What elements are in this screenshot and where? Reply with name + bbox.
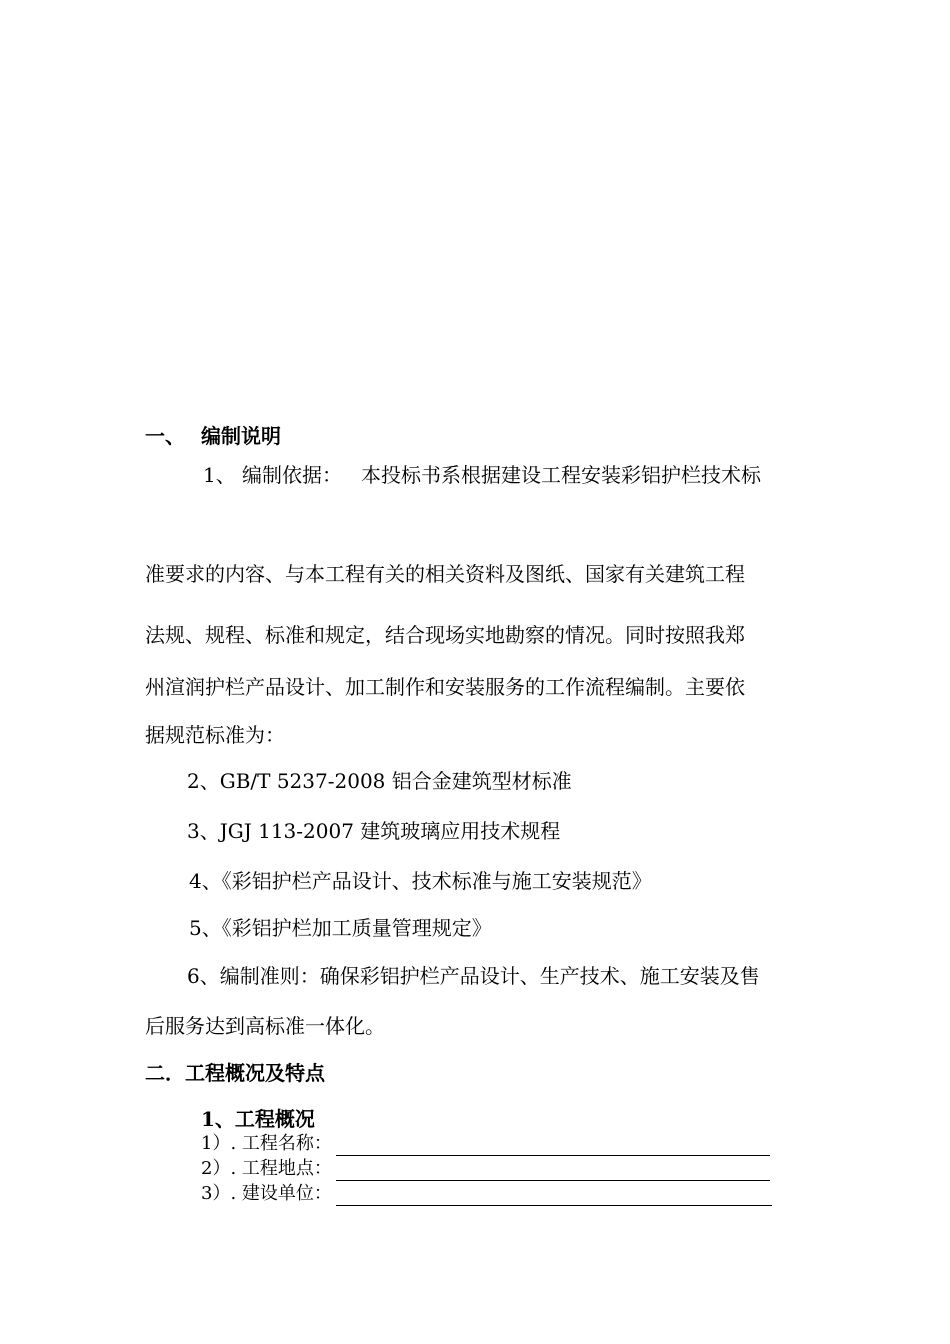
item-5: 5、《彩铝护栏加工质量管理规定》 bbox=[189, 916, 492, 940]
field-project-location bbox=[201, 1157, 770, 1181]
section-2-subsection-1-title: 1、工程概况 bbox=[201, 1107, 315, 1131]
field-construction-unit-label: 3）. 建设单位： bbox=[201, 1183, 332, 1204]
field-project-name-blank[interactable] bbox=[336, 1135, 770, 1156]
item-1-label: 编制依据： bbox=[242, 463, 342, 487]
item-6-line-1: 6、编制准则：确保彩铝护栏产品设计、生产技术、施工安装及售 bbox=[187, 964, 760, 988]
section-2-title: 二．工程概况及特点 bbox=[145, 1061, 325, 1085]
section-1-title: 编制说明 bbox=[201, 424, 281, 448]
item-6-line-2: 后服务达到高标准一体化。 bbox=[145, 1014, 385, 1038]
item-1-text-line-3: 法规、规程、标准和规定，结合现场实地勘察的情况。同时按照我郑 bbox=[145, 623, 745, 647]
item-1-text-line-5: 据规范标准为： bbox=[145, 723, 285, 747]
item-1-prefix: 1、 bbox=[203, 463, 236, 487]
field-project-name bbox=[201, 1132, 770, 1156]
item-1-text-line-2: 准要求的内容、与本工程有关的相关资料及图纸、国家有关建筑工程 bbox=[145, 562, 745, 586]
item-4: 4、《彩铝护栏产品设计、技术标准与施工安装规范》 bbox=[189, 869, 652, 893]
item-3: 3、JGJ 113-2007 建筑玻璃应用技术规程 bbox=[187, 819, 561, 843]
field-construction-unit-blank[interactable] bbox=[336, 1185, 772, 1206]
field-project-location-blank[interactable] bbox=[336, 1160, 770, 1181]
section-1-number: 一、 bbox=[145, 424, 185, 448]
field-construction-unit bbox=[201, 1182, 772, 1206]
field-project-location-label: 2）. 工程地点： bbox=[201, 1158, 332, 1179]
item-2: 2、GB/T 5237-2008 铝合金建筑型材标准 bbox=[187, 769, 572, 793]
item-1-text-line-4: 州渲润护栏产品设计、加工制作和安装服务的工作流程编制。主要依 bbox=[145, 675, 745, 699]
item-1-text-line-1: 本投标书系根据建设工程安装彩铝护栏技术标 bbox=[361, 463, 761, 487]
field-project-name-label: 1）. 工程名称： bbox=[201, 1133, 332, 1154]
